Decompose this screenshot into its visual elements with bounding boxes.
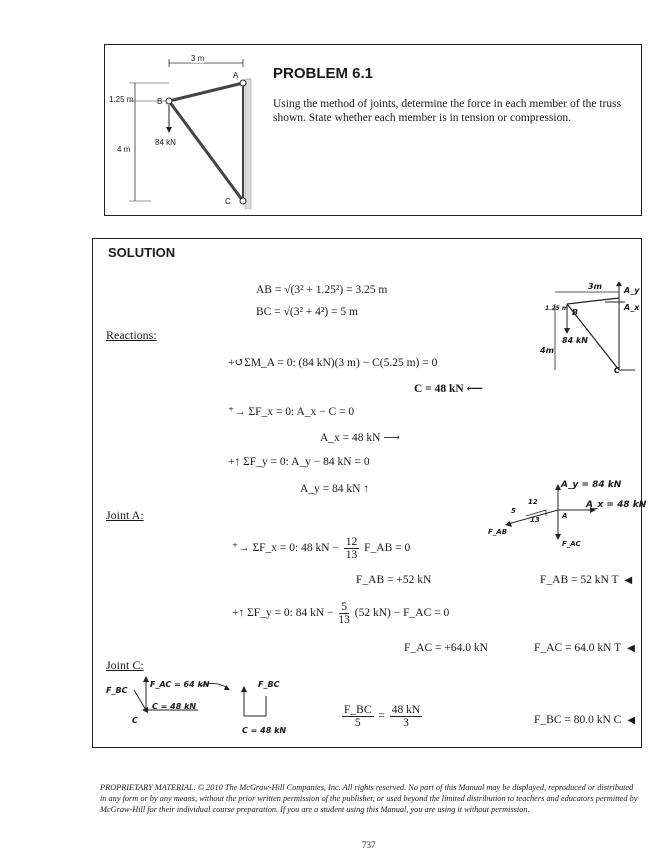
jc-tri-cforce: C = 48 kN — [242, 726, 287, 735]
frac-fbc-5 — [342, 704, 374, 729]
problem-box — [104, 44, 642, 216]
sk-dim: 3m — [588, 282, 602, 291]
answer-marker-icon: ◀ — [627, 643, 635, 654]
fab-answer — [540, 574, 632, 586]
fac-answer-text: F_AC = 64.0 kN T — [534, 642, 622, 654]
fig-label-c: C — [225, 197, 231, 206]
ja-fab: F_AB — [488, 528, 508, 536]
ja-ax: A_x = 48 kN — [586, 500, 647, 510]
eq-bc: BC = √(3² + 4²) = 5 m — [256, 306, 358, 318]
answer-marker-icon: ◀ — [624, 575, 633, 586]
eq-fx: ⁺→ ΣF_x = 0: A_x − C = 0 — [228, 406, 355, 418]
sk-h: 1.25 m — [545, 305, 569, 312]
sk-b: B — [572, 308, 579, 317]
eq-ja-fy-lhs: +↑ ΣF_y = 0: 84 kN − — [232, 607, 334, 620]
joint-a-label: Joint A: — [106, 508, 144, 522]
frac-5-13 — [338, 601, 350, 626]
frac-den: 5 — [354, 717, 361, 729]
reactions-label: Reactions: — [106, 328, 157, 342]
truss-figure — [111, 49, 261, 209]
truss-sketch — [543, 282, 640, 382]
ja-12: 12 — [528, 498, 538, 506]
fig-load: 84 kN — [155, 138, 176, 147]
answer-marker-icon: ◀ — [627, 715, 636, 726]
eq-sign: = — [378, 710, 385, 723]
fig-label-a: A — [233, 71, 239, 80]
page-number: 737 — [362, 840, 376, 850]
frac-num: 5 — [341, 601, 348, 613]
ja-ay: A_y = 84 kN — [561, 480, 622, 490]
sk-ax: A_x — [624, 303, 640, 312]
sk-load: 84 kN — [562, 336, 588, 345]
solution-heading: SOLUTION — [108, 245, 176, 260]
fig-dim-125: 1.25 m — [109, 95, 134, 104]
eq-moment: +↺ΣM_A = 0: (84 kN)(3 m) − C(5.25 m) = 0 — [228, 357, 438, 369]
fab-answer-text: F_AB = 52 kN T — [540, 574, 619, 586]
sk-c: C — [614, 366, 620, 375]
ja-5: 5 — [511, 507, 516, 515]
ay-result: A_y = 84 kN ↑ — [300, 483, 370, 495]
frac-den: 3 — [403, 717, 409, 729]
fab-work: F_AB = +52 kN — [356, 574, 432, 586]
fig-label-b: B — [157, 97, 163, 106]
fig-dim-4m: 4 m — [117, 145, 131, 154]
fig-dim-3m: 3 m — [191, 54, 205, 63]
problem-title: PROBLEM 6.1 — [273, 65, 374, 82]
jc-fac: F_AC = 64 kN — [150, 680, 210, 689]
sk-v: 4m — [540, 346, 554, 355]
eq-ja-fx-rhs: F_AB = 0 — [364, 542, 411, 555]
ax-result: A_x = 48 kN ⟶ — [320, 432, 400, 444]
eq-fy: +↑ ΣF_y = 0: A_y − 84 kN = 0 — [228, 456, 370, 468]
eq-ja-fy — [232, 601, 449, 626]
eq-jc-ratio — [340, 704, 424, 729]
copyright-footer: PROPRIETARY MATERIAL. © 2010 The McGraw-Hill Companies, Inc. All rights reserved. No part of this Manual may be displayed, reproduced or distributed in any form or by any means, without the prior written permission of the publisher, or used beyond the limited distribution to teachers and educators permitted by McGraw-Hill for their individual course preparation. If you are a student using this Manual, you are using it without permission. — [100, 783, 638, 814]
sk-ay: A_y — [624, 286, 640, 295]
eq-ja-fy-rhs: (52 kN) − F_AC = 0 — [354, 607, 450, 620]
problem-statement: Using the method of joints, determine the force in each member of the truss shown. State whether each member is in tension or compression. — [273, 98, 622, 124]
frac-48-3 — [390, 704, 422, 729]
jc-tri-fbc: F_BC — [258, 680, 280, 689]
eq-ja-fx — [232, 536, 410, 561]
frac-den: 13 — [338, 614, 350, 626]
jc-fbc: F_BC — [106, 686, 128, 695]
fac-work: F_AC = +64.0 kN — [404, 642, 488, 654]
ja-a: A — [562, 512, 568, 520]
jc-cforce: C = 48 kN — [152, 702, 197, 711]
jc-c: C — [132, 716, 138, 725]
fbc-answer — [534, 714, 635, 726]
fbc-answer-text: F_BC = 80.0 kN C — [534, 714, 622, 726]
frac-12-13 — [344, 536, 360, 561]
frac-num: 48 kN — [391, 704, 421, 716]
ja-fac: F_AC — [562, 540, 581, 548]
joint-c-label: Joint C: — [106, 658, 144, 672]
frac-num: 12 — [345, 536, 358, 548]
c-result: C = 48 kN ⟵ — [414, 383, 484, 395]
fac-answer — [534, 642, 635, 654]
frac-den: 13 — [345, 549, 358, 561]
eq-ja-fx-lhs: ⁺→ ΣF_x = 0: 48 kN − — [232, 542, 339, 555]
eq-ab: AB = √(3² + 1.25²) = 3.25 m — [256, 284, 388, 296]
ja-13: 13 — [530, 516, 540, 524]
frac-num: F_BC — [344, 704, 372, 716]
